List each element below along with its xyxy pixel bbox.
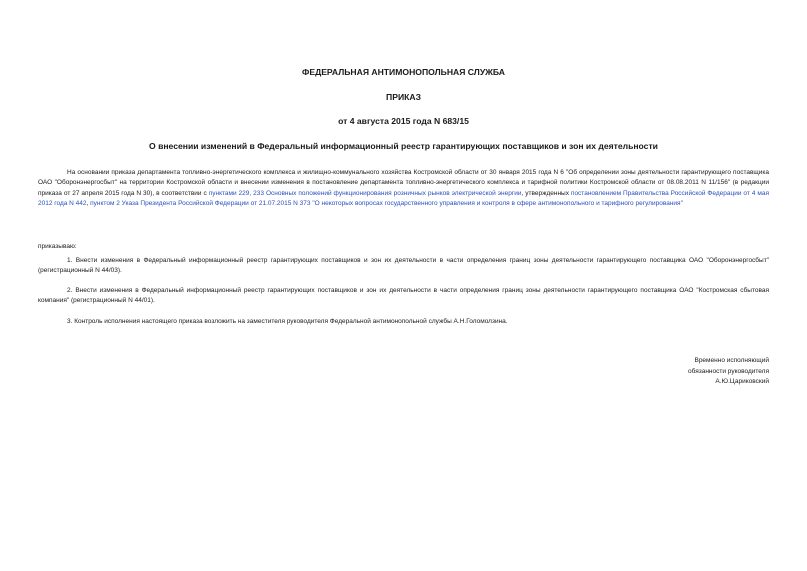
- preamble-text-1: На основании приказа департамента топливно-энергетического комплекса и жилищно-коммунального хозяйства Костромской области от 30 января 2015 года N 6 "Об определении зоны деятельности гарантирующего поставщика ОАО "Оборонэнергосбыт" на территории Костромской области и внесении изменения в постановление департамента топливно-энергетического комплекса и тарифной политики Костромской области от 08.08.2011 N 11/156" (в редакции приказа от 27 апреля 2015 года N 30), в соответствии с: [38, 169, 769, 197]
- link-presidential-decree-373[interactable]: пунктом 2 Указа Президента Российской Федерации от 21.07.2015 N 373 "О некоторых вопросах государственного управления и контроля в сфере антимонопольного и тарифного регулирования": [90, 200, 683, 208]
- signature-position-line-1: Временно исполняющий: [694, 357, 769, 364]
- preamble-text-2: , утвержденных: [521, 189, 571, 197]
- link-government-resolution-442[interactable]: постановлением Правительства Российской Федерации от 4 мая 2012 года N 442: [38, 189, 769, 208]
- link-retail-market-provisions[interactable]: пунктами 229, 233 Основных положений функционирования розничных рынков электрической энергии: [208, 189, 522, 197]
- preamble-paragraph: [38, 168, 769, 210]
- document-subject: О внесении изменений в Федеральный информационный реестр гарантирующих поставщиков и зон их деятельности: [149, 141, 658, 151]
- document-type: ПРИКАЗ: [386, 92, 421, 102]
- order-item-1: 1. Внести изменения в Федеральный информационный реестр гарантирующих поставщиков и зон их деятельности в части определения границ зоны деятельности гарантирующего поставщика ОАО "Оборонэнергосбыт" (регистрационный N 44/03).: [38, 257, 769, 275]
- document-date-number: от 4 августа 2015 года N 683/15: [338, 116, 469, 126]
- order-item-2: 2. Внести изменения в Федеральный информационный реестр гарантирующих поставщиков и зон их деятельности в части определения границ зоны деятельности гарантирующего поставщика ОАО "Костромская сбытовая компания" (регистрационный N 44/01).: [38, 287, 769, 305]
- preamble-text-3: ,: [86, 200, 91, 208]
- order-item-3: 3. Контроль исполнения настоящего приказа возложить на заместителя руководителя Федеральной антимонопольной службы А.Н.Голомолзина.: [67, 318, 508, 325]
- signature-position-line-2: обязанности руководителя: [688, 367, 769, 375]
- signature-block: [569, 356, 769, 388]
- agency-title: ФЕДЕРАЛЬНАЯ АНТИМОНОПОЛЬНАЯ СЛУЖБА: [302, 67, 505, 77]
- order-word: приказываю:: [38, 243, 77, 250]
- signature-name: А.Ю.Цариковский: [715, 378, 769, 386]
